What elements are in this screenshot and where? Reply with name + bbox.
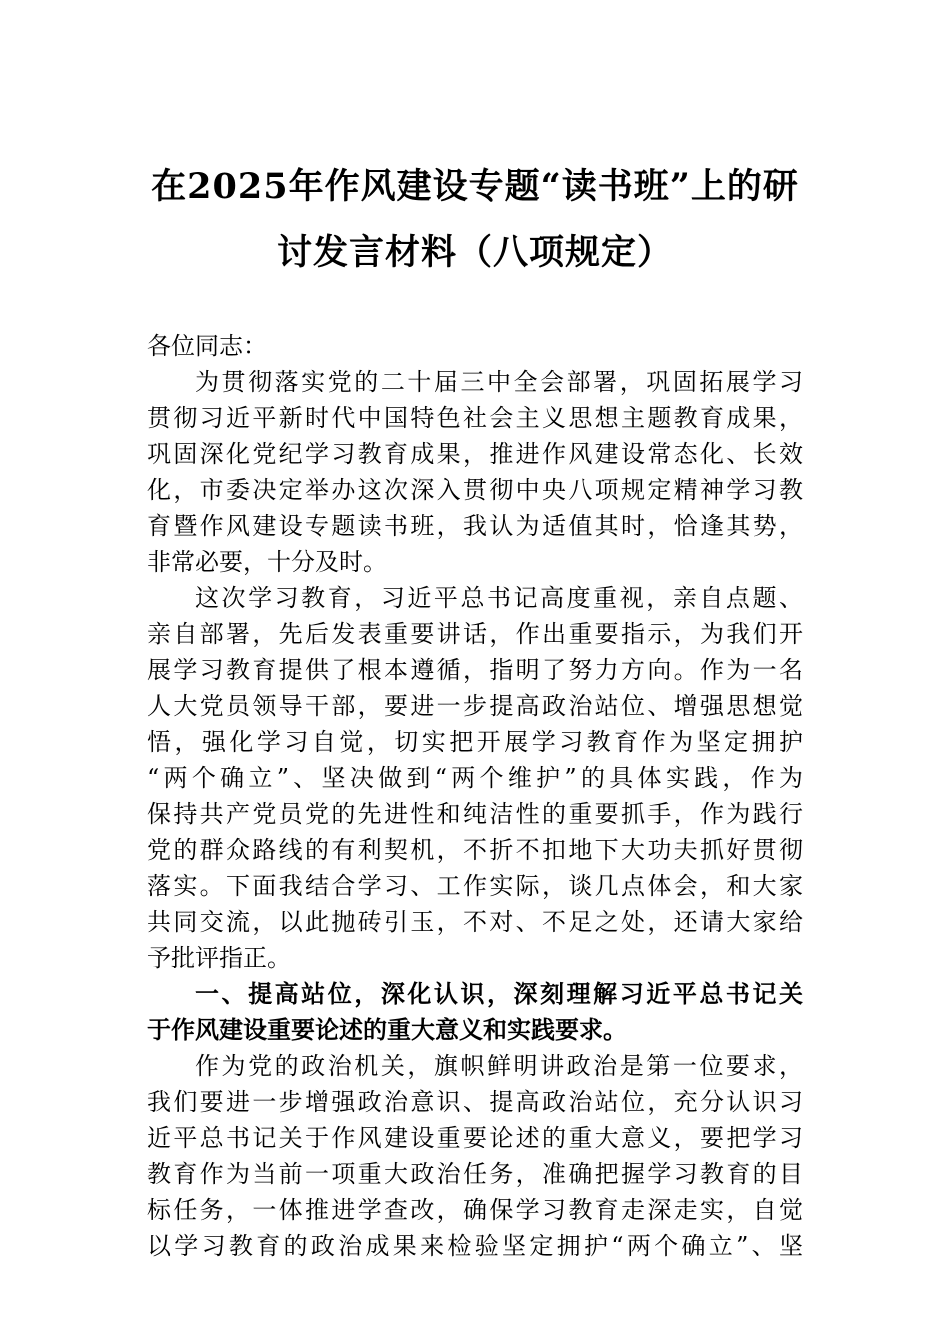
paragraph-1-line: 育暨作风建设专题读书班，我认为适值其时，恰逢其势，: [147, 512, 803, 540]
paragraph-1-line: 贯彻习近平新时代中国特色社会主义思想主题教育成果，: [147, 404, 803, 432]
document-title-line-1: 在2025年作风建设专题“读书班”上的研: [151, 166, 799, 207]
document-title-line-2: 讨发言材料（八项规定）: [276, 232, 673, 273]
paragraph-2-line: 这次学习教育，习近平总书记高度重视，亲自点题、: [195, 584, 803, 612]
section-1-body-line: 教育作为当前一项重大政治任务，准确把握学习教育的目: [147, 1160, 803, 1188]
paragraph-1-line: 为贯彻落实党的二十届三中全会部署，巩固拓展学习: [195, 368, 803, 396]
paragraph-2-line: 展学习教育提供了根本遵循，指明了努力方向。作为一名: [147, 656, 803, 684]
paragraph-2-line: 共同交流，以此抛砖引玉，不对、不足之处，还请大家给: [147, 908, 803, 936]
paragraph-1-line: 巩固深化党纪学习教育成果，推进作风建设常态化、长效: [147, 440, 803, 468]
section-1-body-line: 我们要进一步增强政治意识、提高政治站位，充分认识习: [147, 1088, 803, 1116]
salutation: 各位同志：: [147, 332, 267, 360]
section-1-body-line: 以学习教育的政治成果来检验坚定拥护“两个确立”、坚: [147, 1232, 803, 1260]
paragraph-2-line: 人大党员领导干部，要进一步提高政治站位、增强思想觉: [147, 692, 803, 720]
paragraph-2-line: 亲自部署，先后发表重要讲话，作出重要指示，为我们开: [147, 620, 803, 648]
paragraph-1-line: 化，市委决定举办这次深入贯彻中央八项规定精神学习教: [147, 476, 803, 504]
paragraph-2-line: 落实。下面我结合学习、工作实际，谈几点体会，和大家: [147, 872, 803, 900]
paragraph-2-line: “两个确立”、坚决做到“两个维护”的具体实践，作为: [147, 764, 803, 792]
paragraph-2-line: 悟，强化学习自觉，切实把开展学习教育作为坚定拥护: [147, 728, 803, 756]
paragraph-2-line: 保持共产党员党的先进性和纯洁性的重要抓手，作为践行: [147, 800, 803, 828]
paragraph-1-line: 非常必要，十分及时。: [147, 548, 387, 576]
section-1-body-line: 作为党的政治机关，旗帜鲜明讲政治是第一位要求，: [195, 1052, 803, 1080]
section-1-body-line: 标任务，一体推进学查改，确保学习教育走深走实，自觉: [147, 1196, 803, 1224]
section-1-heading-line: 一、提高站位，深化认识，深刻理解习近平总书记关: [195, 980, 803, 1008]
paragraph-2-line: 党的群众路线的有利契机，不折不扣地下大功夫抓好贯彻: [147, 836, 803, 864]
paragraph-2-line: 予批评指正。: [147, 944, 291, 972]
section-1-body-line: 近平总书记关于作风建设重要论述的重大意义，要把学习: [147, 1124, 803, 1152]
section-1-heading-line: 于作风建设重要论述的重大意义和实践要求。: [147, 1016, 627, 1044]
